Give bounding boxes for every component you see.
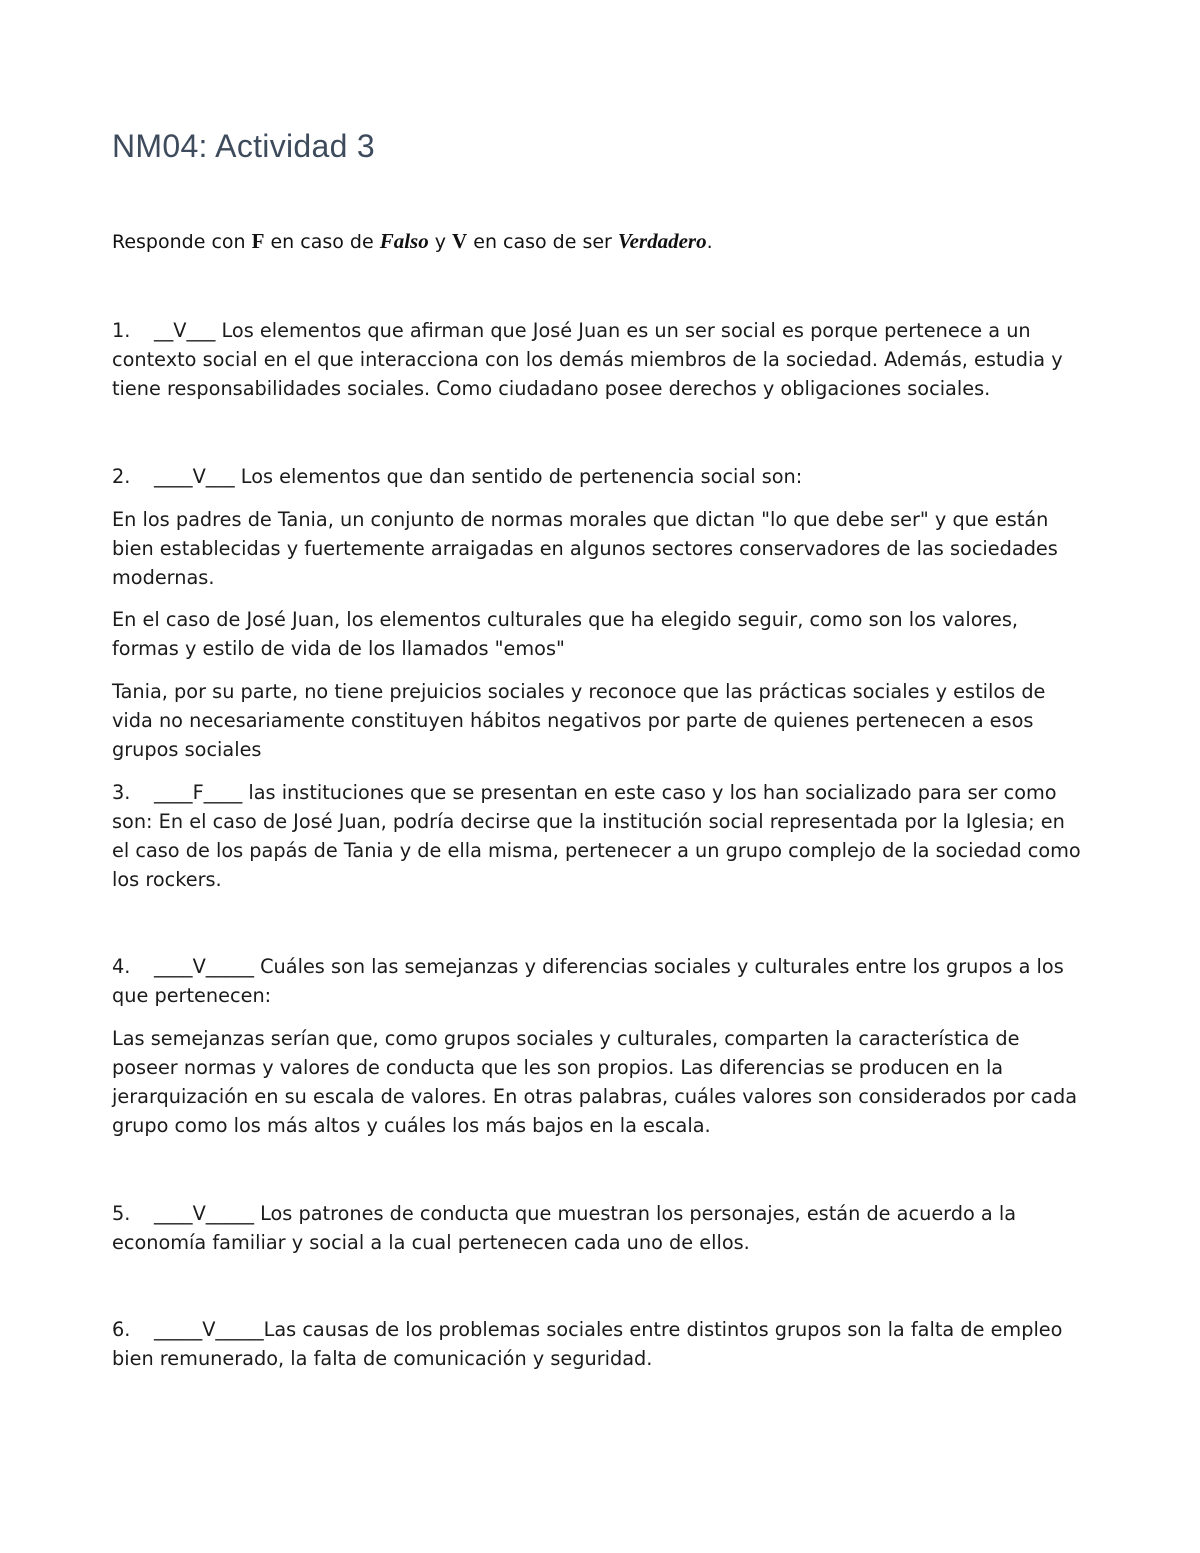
item-text: ____V_____ Los patrones de conducta que muestran los personajes, están de acuerdo a la economía familiar y social a la cual pertenecen cada uno de ellos. xyxy=(112,1202,1017,1254)
item-number: 2. xyxy=(112,465,131,488)
item-text: __V___ Los elementos que afirman que José Juan es un ser social es porque pertenece a un contexto social en el que interacciona con los demás miembros de la sociedad. Además, estudia y tiene responsabilidades sociales. Como ciudadano posee derechos y obligaciones sociales. xyxy=(112,319,1063,400)
item-text: ____F____ las instituciones que se presentan en este caso y los han socializado para ser como son: En el caso de José Juan, podría decirse que la institución social representada por la Iglesia; en el caso de los papás de Tania y de ella misma, pertenecer a un grupo complejo de la sociedad como los rockers. xyxy=(112,781,1081,891)
question-item-1 xyxy=(112,316,1087,403)
item-number: 1. xyxy=(112,319,131,342)
item-text: ____V_____ Cuáles son las semejanzas y diferencias sociales y culturales entre los grupos a los que pertenecen: xyxy=(112,955,1064,1007)
item-number: 6. xyxy=(112,1318,131,1341)
answer-paragraph: Tania, por su parte, no tiene prejuicios sociales y reconoce que las prácticas sociales y estilos de vida no necesariamente constituyen hábitos negativos por parte de quienes pertenecen a esos grupos sociales xyxy=(112,680,1046,761)
question-item-3 xyxy=(112,778,1087,894)
question-item-4 xyxy=(112,952,1087,1010)
item-text: _____V_____Las causas de los problemas sociales entre distintos grupos son la falta de empleo bien remunerado, la falta de comunicación y seguridad. xyxy=(112,1318,1063,1370)
answer-paragraph: Las semejanzas serían que, como grupos sociales y culturales, comparten la característica de poseer normas y valores de conducta que les son propios. Las diferencias se producen en la jerarquización en su escala de valores. En otras palabras, cuáles valores son considerados por cada grupo como los más altos y cuáles los más bajos en la escala. xyxy=(112,1027,1078,1137)
instructions: Responde con F en caso de Falso y V en caso de ser Verdadero. xyxy=(112,229,713,253)
page-title: NM04: Actividad 3 xyxy=(112,128,376,164)
question-item-5 xyxy=(112,1199,1087,1257)
answer-paragraph: En el caso de José Juan, los elementos culturales que ha elegido seguir, como son los valores, formas y estilo de vida de los llamados "emos" xyxy=(112,608,1019,660)
item-number: 5. xyxy=(112,1202,131,1225)
item-number: 4. xyxy=(112,955,131,978)
question-item-2 xyxy=(112,462,1087,491)
item-text: ____V___ Los elementos que dan sentido de pertenencia social son: xyxy=(154,465,803,488)
item-number: 3. xyxy=(112,781,131,804)
question-item-6 xyxy=(112,1315,1087,1373)
answer-paragraph: En los padres de Tania, un conjunto de normas morales que dictan "lo que debe ser" y que están bien establecidas y fuertemente arraigadas en algunos sectores conservadores de las sociedades modernas. xyxy=(112,508,1058,589)
